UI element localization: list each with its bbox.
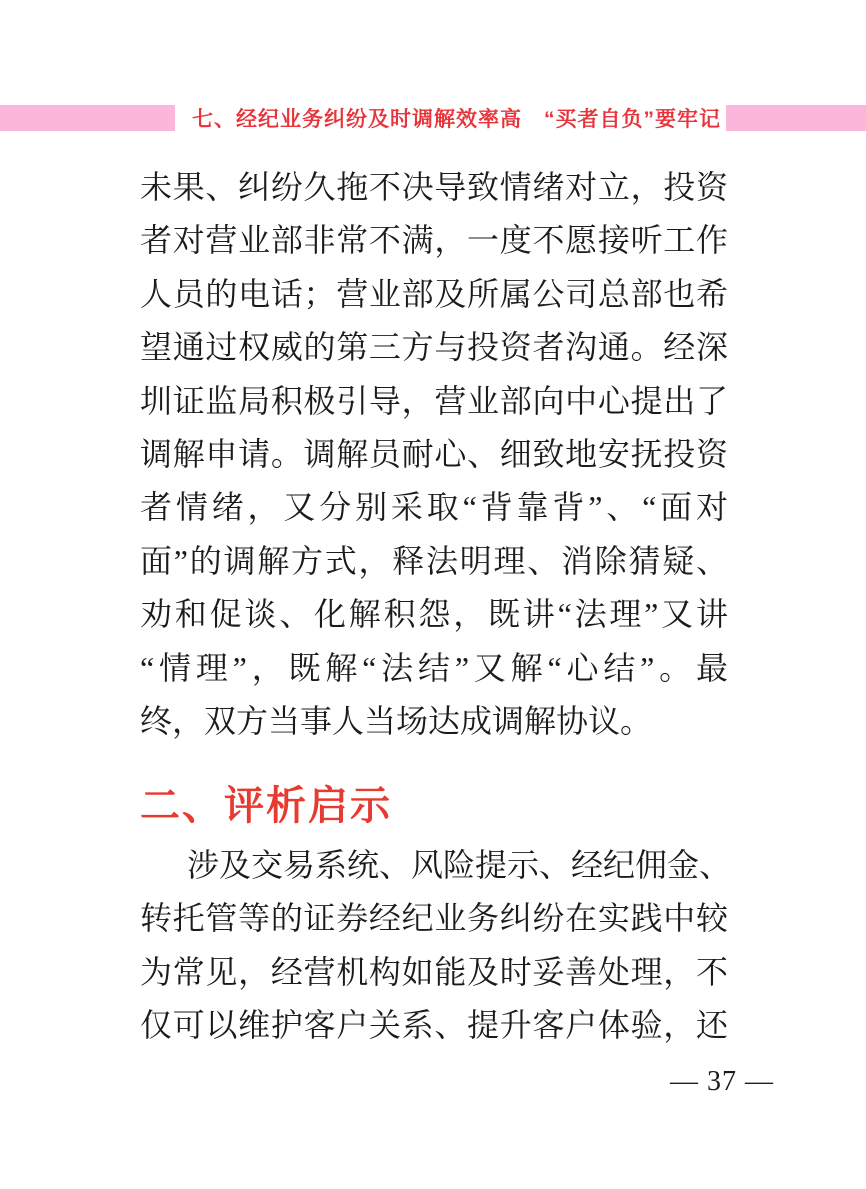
paragraph-analysis-intro [140, 839, 732, 1053]
text-line: 仅可以维护客户关系、提升客户体验，还 [140, 1007, 728, 1044]
header-pink-bar-right [726, 105, 866, 131]
paragraph-case-mediation [140, 161, 728, 748]
chapter-title: 七、经纪业务纠纷及时调解效率高 “买者自负”要牢记 [192, 108, 721, 131]
running-header [0, 105, 866, 131]
text-line: 面”的调解方式，释法明理、消除猜疑、 [140, 542, 728, 579]
text-line: “情理”，既解“法结”又解“心结”。最 [140, 649, 728, 686]
page-number: — 37 — [670, 1066, 774, 1097]
text-line: 转托管等的证券经纪业务纠纷在实践中较 [140, 900, 728, 937]
text-line: 未果、纠纷久拖不决导致情绪对立，投资 [140, 169, 728, 205]
header-pink-bar-left [0, 105, 175, 131]
section-heading: 二、评析启示 [140, 784, 392, 828]
text-line: 者对营业部非常不满，一度不愿接听工作 [140, 222, 728, 259]
text-line: 圳证监局积极引导，营业部向中心提出了 [140, 382, 728, 419]
text-line: 劝和促谈、化解积怨，既讲“法理”又讲 [140, 596, 728, 633]
text-line: 为常见，经营机构如能及时妥善处理，不 [140, 953, 728, 990]
text-line: 望通过权威的第三方与投资者沟通。经深 [140, 329, 728, 366]
text-line: 人员的电话；营业部及所属公司总部也希 [140, 275, 728, 312]
text-line: 终，双方当事人当场达成调解协议。 [140, 702, 653, 739]
text-line: 者情绪，又分别采取“背靠背”、“面对 [140, 489, 728, 526]
text-line: 涉及交易系统、风险提示、经纪佣金、 [187, 847, 732, 883]
text-line: 调解申请。调解员耐心、细致地安抚投资 [140, 435, 728, 472]
